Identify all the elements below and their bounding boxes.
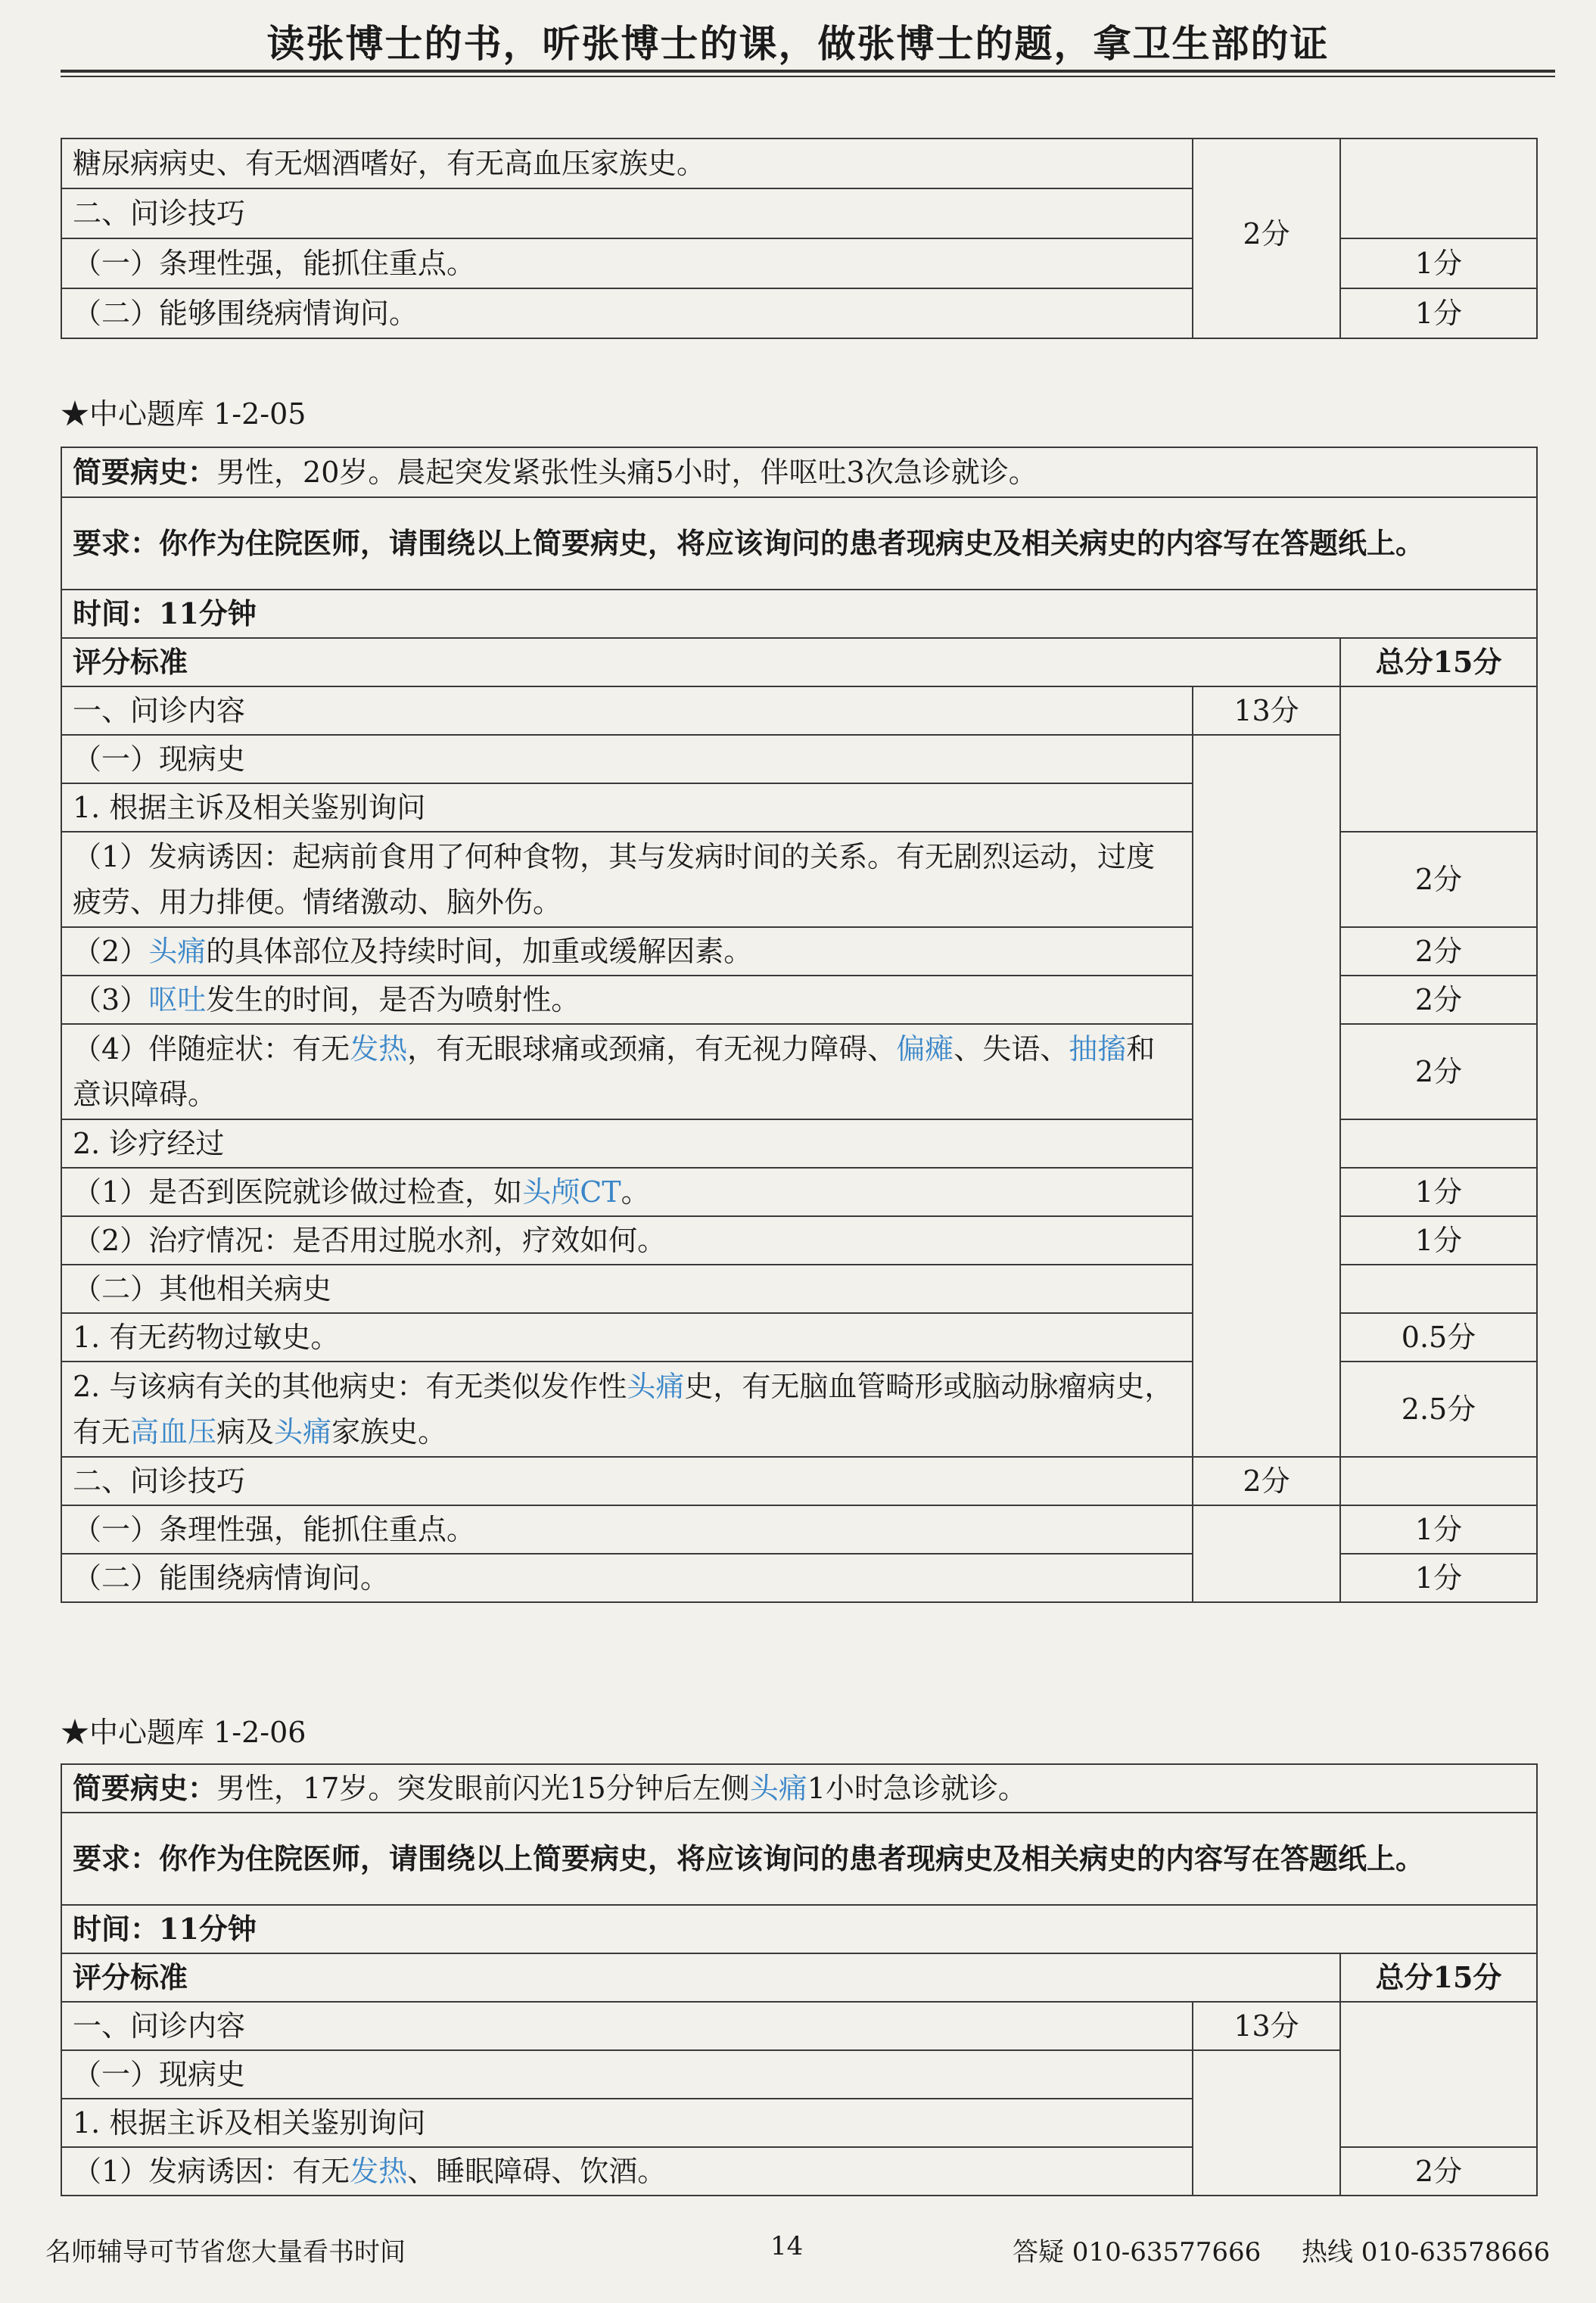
requirement: 要求：你作为住院医师，请围绕以上简要病史，将应该询问的患者现病史及相关病史的内容写在答题纸上。 — [61, 1813, 1537, 1905]
footer-hotline: 热线 010-63578666 — [1302, 2237, 1551, 2267]
criteria-label: 评分标准 — [61, 638, 1340, 686]
score-cell: 2分 — [1340, 1024, 1537, 1119]
table-row — [61, 1953, 1537, 2002]
table-row: （3）呕吐发生的时间，是否为喷射性。 2分 — [61, 976, 1537, 1024]
table-row — [61, 447, 1537, 497]
table-row: 1. 根据主诉及相关鉴别询问 — [61, 2099, 1537, 2147]
time-limit: 时间：11分钟 — [61, 590, 1537, 638]
table-row: 1. 根据主诉及相关鉴别询问 — [61, 783, 1537, 832]
score-cell: 2分 — [1340, 2147, 1537, 2196]
table-cell: 糖尿病病史、有无烟酒嗜好，有无高血压家族史。 — [61, 138, 1193, 188]
score-cell: 2分 — [1340, 976, 1537, 1024]
table-row: （1）发病诱因：有无发热、睡眠障碍、饮酒。 2分 — [61, 2147, 1537, 2196]
table-row: （一）现病史 — [61, 735, 1537, 783]
table-top — [61, 138, 1538, 339]
total-score: 总分15分 — [1340, 638, 1537, 686]
score-cell: 2分 — [1193, 138, 1340, 338]
page-number: 14 — [770, 2231, 804, 2261]
score-cell: 13分 — [1193, 2002, 1340, 2050]
table-cell: 二、问诊技巧 — [61, 188, 1193, 238]
table-row: （一）现病史 — [61, 2050, 1537, 2099]
score-cell: 1分 — [1340, 1216, 1537, 1265]
table-row: （1）发病诱因：起病前食用了何种食物，其与发病时间的关系。有无剧烈运动，过度疲劳、用力排便。情绪激动、脑外伤。 2分 — [61, 832, 1537, 927]
table-row — [61, 1813, 1537, 1905]
table-row: 二、问诊技巧 2分 — [61, 1457, 1537, 1505]
header-rule-thin — [61, 76, 1555, 77]
case-table — [61, 447, 1538, 1603]
case-title: ★中心题库 1-2-06 — [61, 1716, 306, 1749]
total-score: 总分15分 — [1340, 1953, 1537, 2002]
requirement: 要求：你作为住院医师，请围绕以上简要病史，将应该询问的患者现病史及相关病史的内容写在答题纸上。 — [61, 497, 1537, 590]
header-title: 读张博士的书，听张博士的课，做张博士的题，拿卫生部的证 — [266, 21, 1330, 66]
brief-history: 简要病史：男性，17岁。突发眼前闪光15分钟后左侧头痛1小时急诊就诊。 — [61, 1764, 1537, 1813]
brief-history: 简要病史：男性，20岁。晨起突发紧张性头痛5小时，伴呕吐3次急诊就诊。 — [61, 447, 1537, 497]
score-cell: 1分 — [1340, 288, 1537, 338]
table-row: 一、问诊内容 13分 — [61, 2002, 1537, 2050]
table-row: （2）头痛的具体部位及持续时间，加重或缓解因素。 2分 — [61, 927, 1537, 976]
table-row — [61, 497, 1537, 590]
case-title: ★中心题库 1-2-05 — [61, 397, 306, 431]
table-row — [61, 590, 1537, 638]
score-cell: 13分 — [1193, 686, 1340, 735]
table-row — [61, 1905, 1537, 1953]
case-table — [61, 1763, 1538, 2196]
score-cell: 2分 — [1340, 927, 1537, 976]
table-row — [61, 638, 1537, 686]
table-row: 2. 与该病有关的其他病史：有无类似发作性头痛史，有无脑血管畸形或脑动脉瘤病史，有无高血压病及头痛家族史。 2.5分 — [61, 1362, 1537, 1457]
table-row — [61, 138, 1537, 188]
score-cell: 2分 — [1340, 832, 1537, 927]
table-row: （4）伴随症状：有无发热，有无眼球痛或颈痛，有无视力障碍、偏瘫、失语、抽搐和意识障碍。 2分 — [61, 1024, 1537, 1119]
footer-qa-phone: 答疑 010-63577666 — [1013, 2237, 1262, 2267]
footer-slogan: 名师辅导可节省您大量看书时间 — [45, 2237, 406, 2267]
score-cell: 2.5分 — [1340, 1362, 1537, 1457]
table-row — [61, 1764, 1537, 1813]
criteria-label: 评分标准 — [61, 1953, 1340, 2002]
table-cell: （二）能够围绕病情询问。 — [61, 288, 1193, 338]
header-rule — [61, 70, 1555, 73]
score-cell: 1分 — [1340, 1168, 1537, 1216]
table-row: （二）能围绕病情询问。 1分 — [61, 1554, 1537, 1602]
table-row: 1. 有无药物过敏史。 0.5分 — [61, 1313, 1537, 1362]
table-row: （二）其他相关病史 — [61, 1265, 1537, 1313]
score-cell: 1分 — [1340, 1505, 1537, 1554]
table-row: （一）条理性强，能抓住重点。 1分 — [61, 1505, 1537, 1554]
table-row: （1）是否到医院就诊做过检查，如头颅CT。 1分 — [61, 1168, 1537, 1216]
score-cell: 0.5分 — [1340, 1313, 1537, 1362]
time-limit: 时间：11分钟 — [61, 1905, 1537, 1953]
table-row: 2. 诊疗经过 — [61, 1119, 1537, 1168]
score-cell: 1分 — [1340, 1554, 1537, 1602]
score-cell: 1分 — [1340, 238, 1537, 288]
score-cell: 2分 — [1193, 1457, 1340, 1505]
table-row: 一、问诊内容 13分 — [61, 686, 1537, 735]
table-cell: （一）条理性强，能抓住重点。 — [61, 238, 1193, 288]
table-row: （2）治疗情况：是否用过脱水剂，疗效如何。 1分 — [61, 1216, 1537, 1265]
